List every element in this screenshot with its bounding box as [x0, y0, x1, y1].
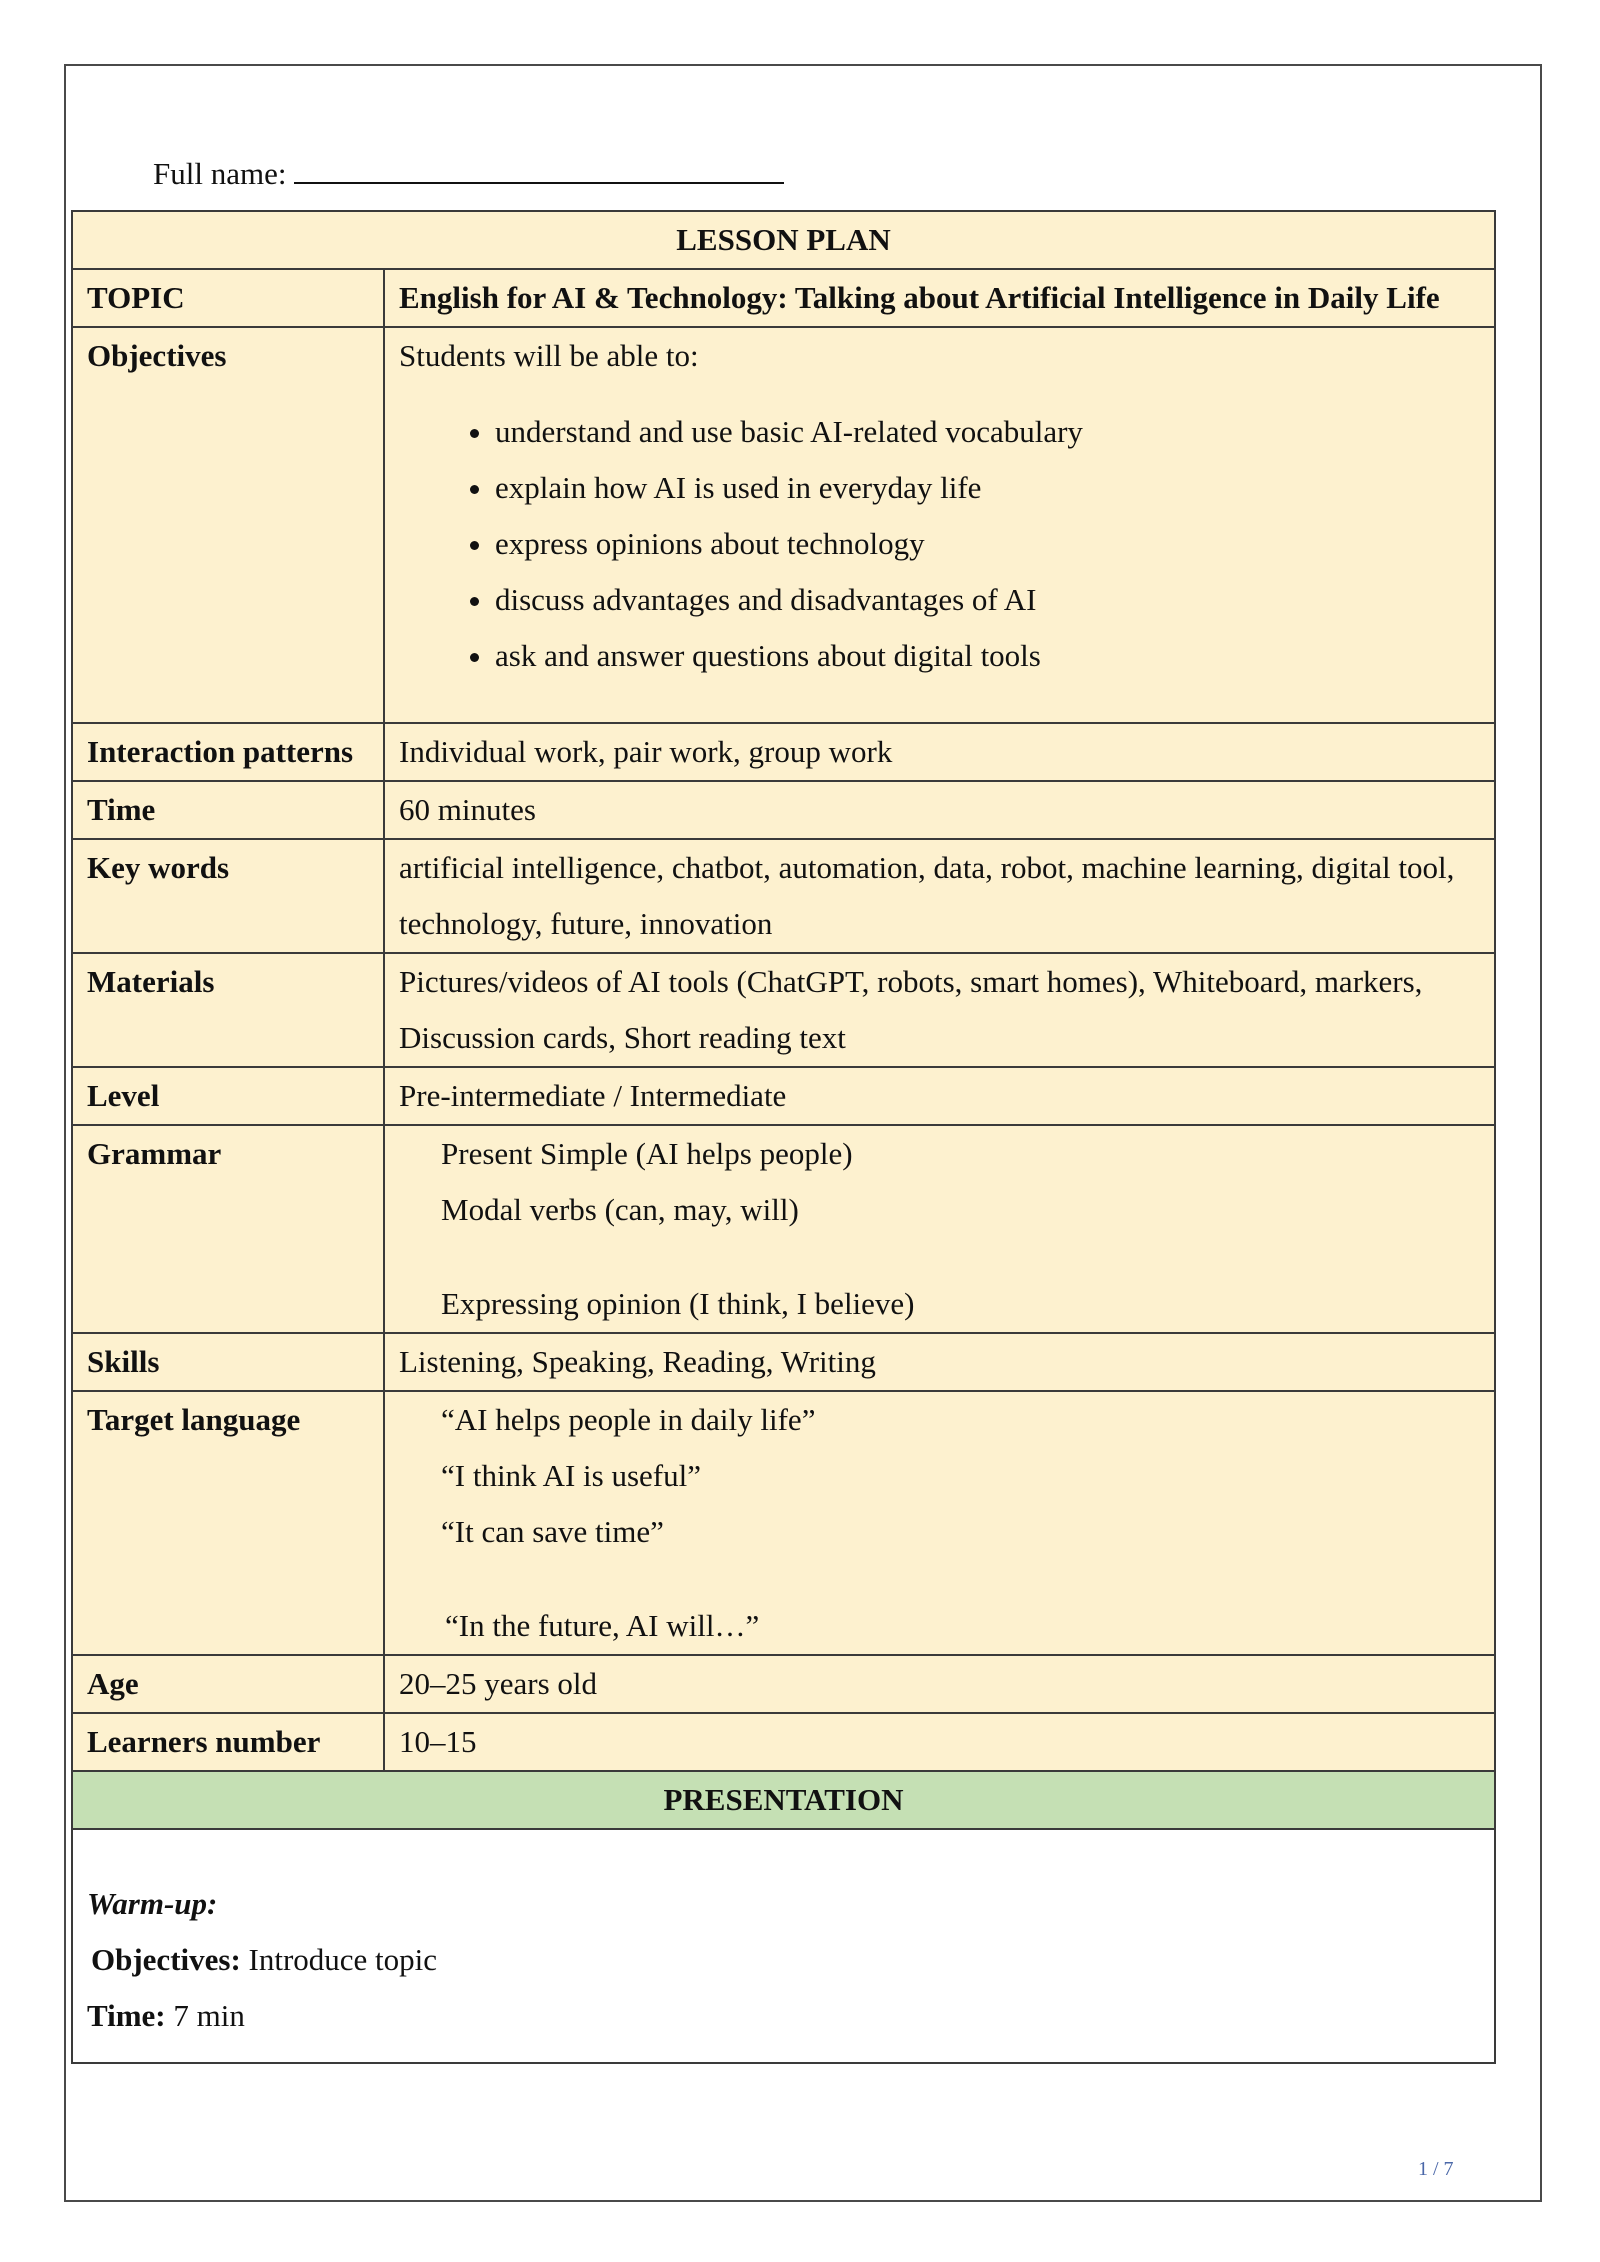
age-row	[72, 1655, 1495, 1713]
grammar-item: Modal verbs (can, may, will)	[441, 1192, 799, 1227]
interaction-label: Interaction patterns	[72, 723, 384, 781]
pres-time-value: 7 min	[173, 1998, 245, 2033]
target-language-item: “AI helps people in daily life”	[441, 1402, 816, 1437]
materials-row	[72, 953, 1495, 1067]
target-language-item: “It can save time”	[441, 1514, 664, 1549]
presentation-body	[72, 1829, 1495, 2063]
warm-up-label: Warm-up:	[87, 1886, 218, 1921]
full-name-blank-line	[294, 152, 784, 184]
learners-row	[72, 1713, 1495, 1771]
target-language-cell	[384, 1391, 1495, 1655]
grammar-row	[72, 1125, 1495, 1333]
topic-row	[72, 269, 1495, 327]
skills-row	[72, 1333, 1495, 1391]
materials-label: Materials	[72, 953, 384, 1067]
objective-item: • explain how AI is used in everyday life	[495, 460, 1480, 516]
target-language-item: “In the future, AI will…”	[445, 1608, 760, 1643]
time-row	[72, 781, 1495, 839]
level-row	[72, 1067, 1495, 1125]
level-value: Pre-intermediate / Intermediate	[384, 1067, 1495, 1125]
age-value: 20–25 years old	[384, 1655, 1495, 1713]
interaction-row	[72, 723, 1495, 781]
learners-value: 10–15	[384, 1713, 1495, 1771]
grammar-item: Present Simple (AI helps people)	[441, 1136, 853, 1171]
objectives-label: Objectives	[72, 327, 384, 723]
objectives-row	[72, 327, 1495, 723]
lesson-plan-title: LESSON PLAN	[72, 211, 1495, 269]
grammar-item: Expressing opinion (I think, I believe)	[441, 1286, 915, 1321]
materials-value: Pictures/videos of AI tools (ChatGPT, robots, smart homes), Whiteboard, markers, Discussion cards, Short reading text	[384, 953, 1495, 1067]
key-words-label: Key words	[72, 839, 384, 953]
target-language-item: “I think AI is useful”	[441, 1458, 702, 1493]
page-number: 1 / 7	[1418, 2158, 1454, 2180]
time-label: Time	[72, 781, 384, 839]
grammar-cell	[384, 1125, 1495, 1333]
objective-item: • ask and answer questions about digital tools	[495, 628, 1480, 684]
level-label: Level	[72, 1067, 384, 1125]
interaction-value: Individual work, pair work, group work	[384, 723, 1495, 781]
time-value: 60 minutes	[384, 781, 1495, 839]
objective-item: • express opinions about technology	[495, 516, 1480, 572]
full-name-field	[153, 152, 784, 192]
objective-item: • discuss advantages and disadvantages of AI	[495, 572, 1480, 628]
topic-label: TOPIC	[72, 269, 384, 327]
objectives-cell	[384, 327, 1495, 723]
pres-objectives-label: Objectives:	[91, 1942, 241, 1977]
skills-label: Skills	[72, 1333, 384, 1391]
pres-time-label: Time:	[87, 1998, 166, 2033]
objectives-intro: Students will be able to:	[399, 338, 699, 373]
skills-value: Listening, Speaking, Reading, Writing	[384, 1333, 1495, 1391]
lesson-plan-table	[71, 210, 1496, 2064]
key-words-row	[72, 839, 1495, 953]
objectives-list	[399, 404, 1480, 684]
full-name-label: Full name:	[153, 156, 287, 191]
target-language-label: Target language	[72, 1391, 384, 1655]
key-words-value: artificial intelligence, chatbot, automation, data, robot, machine learning, digital tool, technology, future, innovation	[384, 839, 1495, 953]
objective-item: • understand and use basic AI-related vocabulary	[495, 404, 1480, 460]
target-language-row	[72, 1391, 1495, 1655]
learners-label: Learners number	[72, 1713, 384, 1771]
grammar-label: Grammar	[72, 1125, 384, 1333]
topic-value: English for AI & Technology: Talking about Artificial Intelligence in Daily Life	[384, 269, 1495, 327]
presentation-title: PRESENTATION	[72, 1771, 1495, 1829]
age-label: Age	[72, 1655, 384, 1713]
pres-objectives-value: Introduce topic	[248, 1942, 438, 1977]
